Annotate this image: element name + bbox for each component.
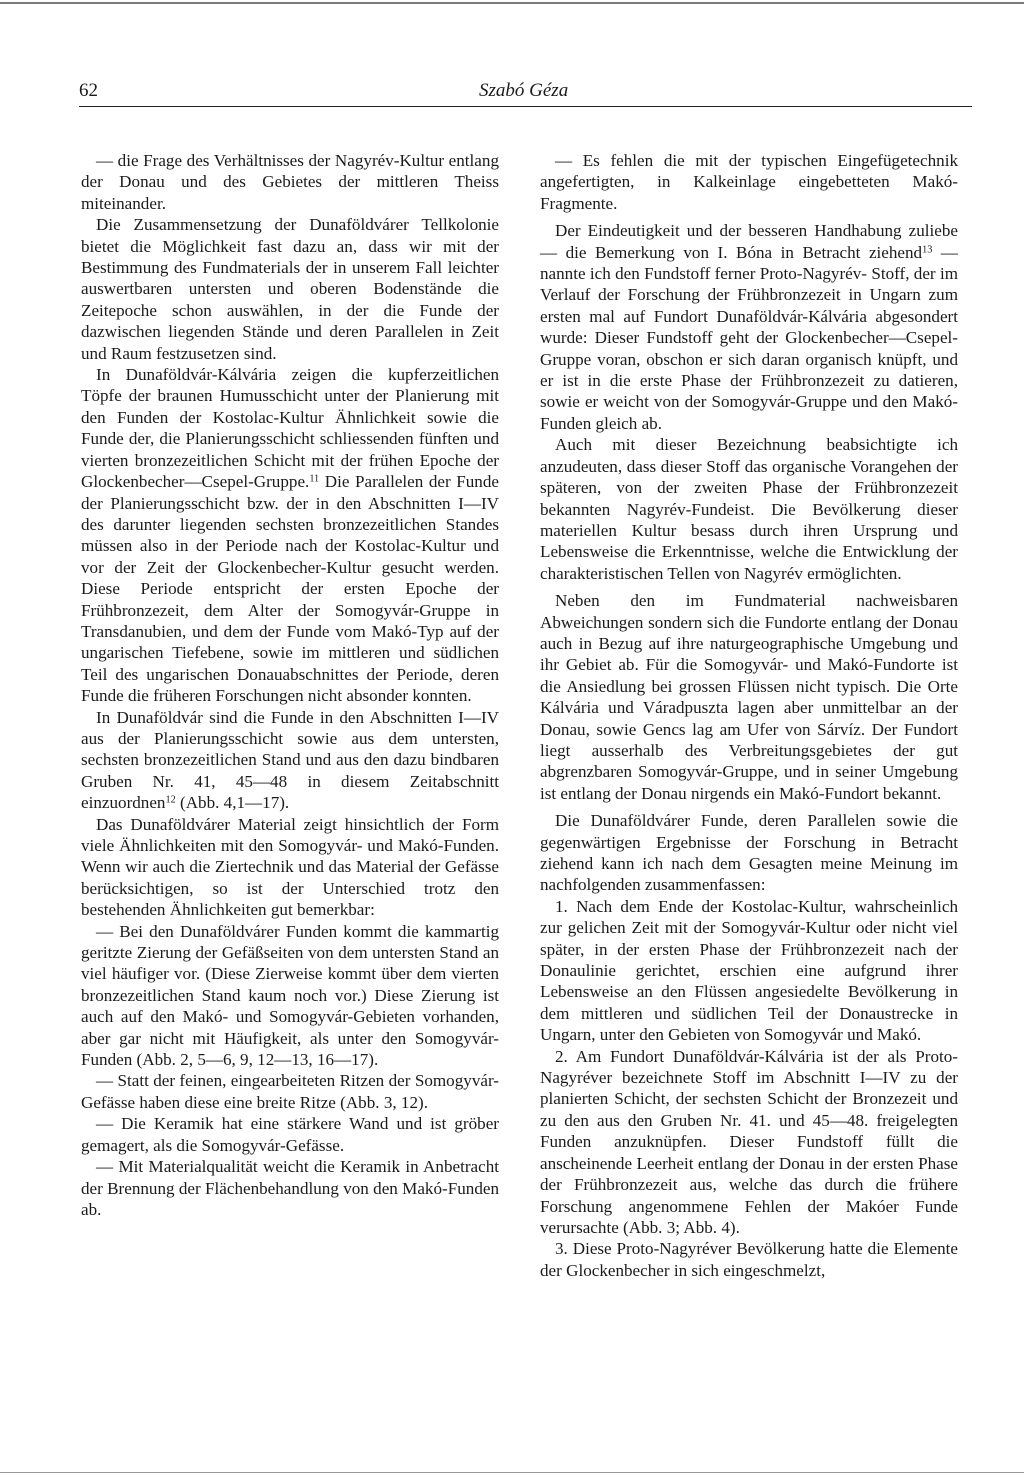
paragraph: Das Dunaföldvárer Material zeigt hinsichtlich der Form viele Ähnlichkeiten mit den Somogyvár- und Makó-Funden. Wenn wir auch die Ziertechnik und das Material der Gefässe berücksichtigen, so ist der Unterschied trotz den bestehenden Ähnlichkeiten gut bemerkbar: [81, 814, 499, 920]
paragraph: — die Frage des Verhältnisses der Nagyrév-Kultur entlang der Donau und des Gebietes der mittleren Theiss miteinander. [81, 151, 499, 213]
right-column [540, 150, 958, 1281]
paragraph-text: — nannte ich den Fundstoff ferner Proto-Nagyrév- Stoff, der im Verlauf der Forschung der Frühbronzezeit in Ungarn zum ersten mal auf Fundort Dunaföldvár-Kálvária abgesondert wurde: Dieser Fundstoff geht der Glockenbecher—Csepel-Gruppe voran, obschon er sich daran organisch knüpft, und er ist in die erste Phase der Frühbronzezeit zu datieren, sowie er weicht von der Somogyvár-Gruppe und den Makó-Funden gleich ab. [540, 242, 958, 433]
paragraph-text: In Dunaföldvár-Kálvária zeigen die kupferzeitlichen Töpfe der braunen Humusschicht unter der Planierung mit den Funden der Kostolac-Kultur Ähnlichkeit sowie die Funde der, die Planierungsschicht schliessenden fünften und vierten bronzezeitlichen Schicht mit der frühen Epoche der Glockenbecher—Csepel-Gruppe. [81, 365, 499, 492]
paragraph: Auch mit dieser Bezeichnung beabsichtigte ich anzudeuten, dass dieser Stoff das organische Vorangehen der späteren, von der zweiten Phase der Frühbronzezeit bekannten Nagyrév-Fundeist. Die Bevölkerung dieser materiellen Kultur besass durch ihren Ursprung und Lebensweise die Erkenntnisse, welche die Entwicklung der charakteristischen Tellen von Nagyrév ermöglichten. [540, 435, 958, 583]
paragraph: 2. Am Fundort Dunaföldvár-Kálvária ist der als Proto-Nagyréver bezeichnete Stoff im Abschnitt I—IV zu der planierten Schicht, der sechsten Schicht der Bronzezeit und zu den aus den Gruben Nr. 41. und 45—48. freigelegten Funden anzuknüpfen. Dieser Fundstoff füllt die anscheinende Leerheit entlang der Donau in der ersten Phase der Frühbronzezeit aus, welche das durch die frühere Forschung angenommene Fehlen der Makóer Funde verursachte (Abb. 3; Abb. 4). [540, 1046, 958, 1237]
left-column [81, 150, 499, 1220]
paragraph-text: In Dunaföldvár sind die Funde in den Abschnitten I—IV aus der Planierungsschicht sowie aus dem untersten, sechsten bronzezeitlichen Stand und aus den dazu bindbaren Gruben Nr. 41, 45—48 in diesem Zeitabschnitt einzuordnen [81, 707, 499, 813]
bottom-border-rule [0, 1472, 1024, 1473]
paragraph: Neben den im Fundmaterial nachweisbaren Abweichungen sondern sich die Fundorte entlang der Donau auch in Bezug auf ihre naturgeographische Umgebung und ihr Gebiet ab. Für die Somogyvár- und Makó-Fundorte ist die Ansiedlung bei grossen Flüssen nicht typisch. Die Orte Kálvária und Váradpuszta lagen aber unmittelbar an der Donau, sowie Gencs lag am Ufer von Sárvíz. Der Fundort liegt ausserhalb des Verbreitungsgebietes der gut abgrenzbaren Somogyvár-Gruppe, und in seiner Umgebung ist entlang der Donau nirgends ein Makó-Fundort bekannt. [540, 591, 958, 803]
paragraph: — Die Keramik hat eine stärkere Wand und ist gröber gemagert, als die Somogyvár-Gefässe. [81, 1114, 499, 1155]
paragraph: — Mit Materialqualität weicht die Keramik in Anbetracht der Brennung der Flächenbehandlung von den Makó-Funden ab. [81, 1157, 499, 1219]
footnote-ref: 13 [922, 243, 933, 255]
paragraph [540, 220, 958, 434]
top-border-rule [0, 2, 1024, 4]
running-head-author: Szabó Géza [479, 80, 569, 101]
paragraph: 3. Diese Proto-Nagyréver Bevölkerung hatte die Elemente der Glockenbecher in sich eingeschmelzt, [540, 1239, 958, 1280]
paragraph: Die Dunaföldvárer Funde, deren Parallelen sowie die gegenwärtigen Ergebnisse der Forschung in Betracht ziehend kann ich nach dem Gesagten meine Meinung im nachfolgenden zusammenfassen: [540, 811, 958, 895]
page-number: 62 [79, 80, 98, 101]
paragraph [81, 364, 499, 707]
paragraph-text: (Abb. 4,1—17). [175, 793, 290, 813]
paragraph: 1. Nach dem Ende der Kostolac-Kultur, wahrscheinlich zur gelichen Zeit mit der Somogyvár-Kultur oder nicht viel später, in der ersten Phase der Frühbronzezeit nach der Donaulinie gerichtet, erschien eine aufgrund ihrer Lebensweise an den Flüssen angesiedelte Bevölkerung in dem mittleren und südlichen Teil der Donaustrecke in Ungarn, unter den Gebieten von Somogyvár und Makó. [540, 896, 958, 1045]
paragraph [81, 707, 499, 814]
running-header [79, 80, 972, 107]
footnote-ref: 11 [309, 473, 320, 485]
paragraph: Die Zusammensetzung der Dunaföldvárer Tellkolonie bietet die Möglichkeit fast dazu an, dass wir mit der Bestimmung des Fundmaterials der in unserem Fall leichter auswertbaren untersten und oberen Bodenstände die Zeitepoche schon auswählen, in der die Funde der dazwischen liegenden Stände und deren Parallelen in Zeit und Raum festzusetzen sind. [81, 215, 499, 363]
paragraph: — Statt der feinen, eingearbeiteten Ritzen der Somogyvár-Gefässe haben diese eine breite Ritze (Abb. 3, 12). [81, 1071, 499, 1112]
footnote-ref: 12 [165, 794, 176, 806]
paragraph: — Es fehlen die mit der typischen Eingefügetechnik angefertigten, in Kalkeinlage eingebetteten Makó-Fragmente. [540, 151, 958, 213]
paragraph-text: Die Parallelen der Funde der Planierungsschicht bzw. der in den Abschnitten I—IV des darunter liegenden sechsten bronzezeitlichen Standes müssen also in der Periode nach der Kostolac-Kultur und vor der Zeit der Glockenbecher-Kultur gesucht werden. Diese Periode entspricht der ersten Epoche der Frühbronzezeit, dem Alter der Somogyvár-Gruppe in Transdanubien, und dem der Funde vom Makó-Typ auf der ungarischen Tiefebene, sowie im mittleren und südlichen Teil des ungarischen Donauabschnittes der Periode, deren Funde die früheren Forschungen nicht absonder konnten. [81, 472, 499, 706]
paragraph-text: Der Eindeutigkeit und der besseren Handhabung zuliebe — die Bemerkung von I. Bóna in Betracht ziehend [540, 221, 958, 262]
paragraph: — Bei den Dunaföldvárer Funden kommt die kammartig geritzte Zierung der Gefäßseiten von dem untersten Stand an viel häufiger vor. (Diese Zierweise kommt über dem vierten bronzezeitlichen Stand kaum noch vor.) Diese Zierung ist auch auf den Makó- und Somogyvár-Gebieten vorhanden, aber gar nicht mit Häufigkeit, als unter den Somogyvár-Funden (Abb. 2, 5—6, 9, 12—13, 16—17). [81, 921, 499, 1070]
